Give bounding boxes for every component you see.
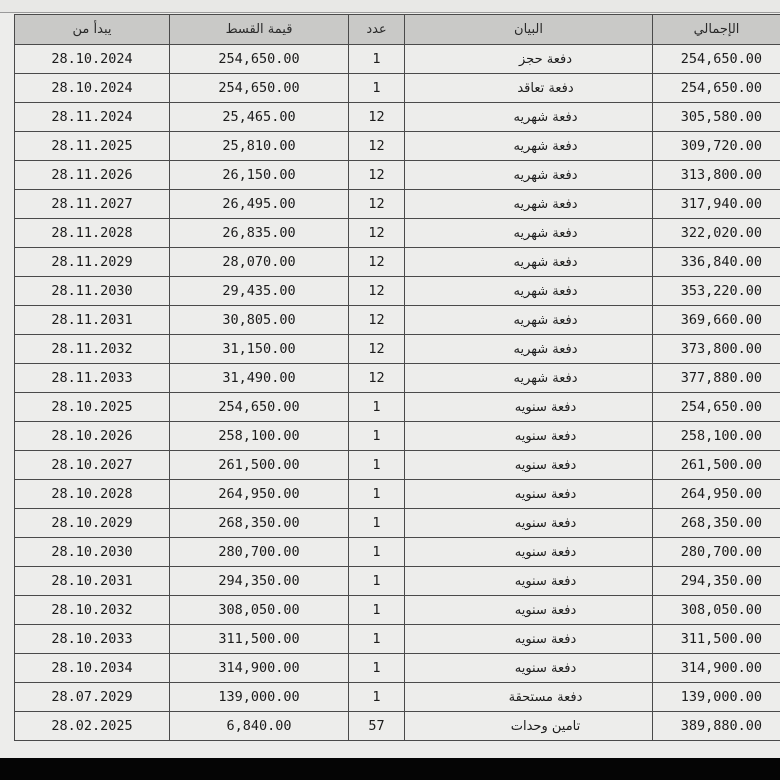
count-cell: 1 [349, 422, 405, 451]
header-row [15, 15, 780, 45]
total-cell: 369,660.00 [653, 306, 780, 335]
header-installment-value: قيمة القسط [170, 15, 349, 45]
total-cell: 353,220.00 [653, 277, 780, 306]
count-cell: 1 [349, 683, 405, 712]
count-cell: 12 [349, 219, 405, 248]
installment-value-cell: 280,700.00 [170, 538, 349, 567]
table-row [15, 364, 780, 393]
start-date-cell: 28.10.2032 [15, 596, 170, 625]
table-row [15, 683, 780, 712]
description-cell: دفعة تعاقد [405, 74, 653, 103]
description-cell: دفعة شهريه [405, 364, 653, 393]
table-row [15, 654, 780, 683]
start-date-cell: 28.11.2030 [15, 277, 170, 306]
count-cell: 12 [349, 248, 405, 277]
total-cell: 280,700.00 [653, 538, 780, 567]
start-date-cell: 28.10.2024 [15, 45, 170, 74]
count-cell: 12 [349, 364, 405, 393]
payment-schedule-table [14, 14, 780, 741]
table-row [15, 45, 780, 74]
count-cell: 12 [349, 277, 405, 306]
count-cell: 1 [349, 74, 405, 103]
total-cell: 268,350.00 [653, 509, 780, 538]
installment-value-cell: 26,150.00 [170, 161, 349, 190]
count-cell: 57 [349, 712, 405, 741]
installment-value-cell: 261,500.00 [170, 451, 349, 480]
table-row [15, 277, 780, 306]
count-cell: 12 [349, 190, 405, 219]
table-row [15, 451, 780, 480]
installment-value-cell: 308,050.00 [170, 596, 349, 625]
total-cell: 311,500.00 [653, 625, 780, 654]
installment-value-cell: 30,805.00 [170, 306, 349, 335]
start-date-cell: 28.10.2034 [15, 654, 170, 683]
count-cell: 1 [349, 480, 405, 509]
count-cell: 12 [349, 103, 405, 132]
total-cell: 389,880.00 [653, 712, 780, 741]
installment-value-cell: 254,650.00 [170, 45, 349, 74]
count-cell: 12 [349, 132, 405, 161]
description-cell: دفعة سنويه [405, 422, 653, 451]
start-date-cell: 28.11.2024 [15, 103, 170, 132]
document-top-edge [0, 0, 780, 13]
count-cell: 1 [349, 596, 405, 625]
installment-value-cell: 31,490.00 [170, 364, 349, 393]
total-cell: 139,000.00 [653, 683, 780, 712]
total-cell: 313,800.00 [653, 161, 780, 190]
description-cell: دفعة سنويه [405, 509, 653, 538]
total-cell: 309,720.00 [653, 132, 780, 161]
start-date-cell: 28.11.2031 [15, 306, 170, 335]
total-cell: 294,350.00 [653, 567, 780, 596]
installment-value-cell: 294,350.00 [170, 567, 349, 596]
installment-value-cell: 26,835.00 [170, 219, 349, 248]
start-date-cell: 28.11.2026 [15, 161, 170, 190]
table-row [15, 190, 780, 219]
installment-value-cell: 29,435.00 [170, 277, 349, 306]
description-cell: دفعة شهريه [405, 335, 653, 364]
description-cell: دفعة شهريه [405, 248, 653, 277]
table-row [15, 422, 780, 451]
total-cell: 317,940.00 [653, 190, 780, 219]
description-cell: دفعة شهريه [405, 132, 653, 161]
table-row [15, 161, 780, 190]
total-cell: 305,580.00 [653, 103, 780, 132]
installment-value-cell: 268,350.00 [170, 509, 349, 538]
count-cell: 1 [349, 45, 405, 74]
installment-value-cell: 311,500.00 [170, 625, 349, 654]
start-date-cell: 28.11.2033 [15, 364, 170, 393]
count-cell: 1 [349, 509, 405, 538]
table-row [15, 567, 780, 596]
installment-value-cell: 254,650.00 [170, 393, 349, 422]
description-cell: دفعة سنويه [405, 567, 653, 596]
total-cell: 314,900.00 [653, 654, 780, 683]
description-cell: دفعة سنويه [405, 625, 653, 654]
table-row [15, 306, 780, 335]
start-date-cell: 28.10.2028 [15, 480, 170, 509]
installment-value-cell: 254,650.00 [170, 74, 349, 103]
installment-value-cell: 26,495.00 [170, 190, 349, 219]
header-total: الإجمالي [653, 15, 780, 45]
description-cell: دفعة سنويه [405, 480, 653, 509]
table-row [15, 103, 780, 132]
start-date-cell: 28.11.2032 [15, 335, 170, 364]
start-date-cell: 28.11.2025 [15, 132, 170, 161]
description-cell: دفعة مستحقة [405, 683, 653, 712]
installment-value-cell: 314,900.00 [170, 654, 349, 683]
description-cell: دفعة سنويه [405, 393, 653, 422]
header-count: عدد [349, 15, 405, 45]
table-row [15, 712, 780, 741]
start-date-cell: 28.10.2027 [15, 451, 170, 480]
description-cell: دفعة شهريه [405, 103, 653, 132]
count-cell: 12 [349, 306, 405, 335]
header-start-from: يبدأ من [15, 15, 170, 45]
start-date-cell: 28.02.2025 [15, 712, 170, 741]
table-row [15, 625, 780, 654]
count-cell: 1 [349, 625, 405, 654]
table-header [15, 15, 780, 45]
table-body [15, 45, 780, 741]
installment-value-cell: 264,950.00 [170, 480, 349, 509]
description-cell: دفعة سنويه [405, 596, 653, 625]
installment-value-cell: 25,810.00 [170, 132, 349, 161]
total-cell: 254,650.00 [653, 45, 780, 74]
total-cell: 377,880.00 [653, 364, 780, 393]
count-cell: 1 [349, 567, 405, 596]
table-row [15, 74, 780, 103]
total-cell: 373,800.00 [653, 335, 780, 364]
table-row [15, 509, 780, 538]
header-description: البيان [405, 15, 653, 45]
start-date-cell: 28.10.2025 [15, 393, 170, 422]
installment-value-cell: 6,840.00 [170, 712, 349, 741]
count-cell: 1 [349, 393, 405, 422]
start-date-cell: 28.07.2029 [15, 683, 170, 712]
start-date-cell: 28.10.2033 [15, 625, 170, 654]
description-cell: دفعة سنويه [405, 451, 653, 480]
count-cell: 1 [349, 654, 405, 683]
table-row [15, 393, 780, 422]
total-cell: 322,020.00 [653, 219, 780, 248]
installment-value-cell: 258,100.00 [170, 422, 349, 451]
table-row [15, 538, 780, 567]
description-cell: دفعة شهريه [405, 219, 653, 248]
description-cell: دفعة سنويه [405, 654, 653, 683]
table-row [15, 335, 780, 364]
count-cell: 1 [349, 451, 405, 480]
description-cell: دفعة شهريه [405, 190, 653, 219]
start-date-cell: 28.10.2031 [15, 567, 170, 596]
total-cell: 336,840.00 [653, 248, 780, 277]
total-cell: 264,950.00 [653, 480, 780, 509]
installment-value-cell: 25,465.00 [170, 103, 349, 132]
table-row [15, 480, 780, 509]
total-cell: 254,650.00 [653, 74, 780, 103]
description-cell: دفعة حجز [405, 45, 653, 74]
start-date-cell: 28.11.2027 [15, 190, 170, 219]
installment-value-cell: 31,150.00 [170, 335, 349, 364]
screen-bottom-bar [0, 758, 780, 780]
total-cell: 308,050.00 [653, 596, 780, 625]
description-cell: دفعة سنويه [405, 538, 653, 567]
start-date-cell: 28.11.2029 [15, 248, 170, 277]
start-date-cell: 28.10.2030 [15, 538, 170, 567]
description-cell: دفعة شهريه [405, 306, 653, 335]
table-row [15, 248, 780, 277]
description-cell: دفعة شهريه [405, 161, 653, 190]
start-date-cell: 28.10.2026 [15, 422, 170, 451]
installment-value-cell: 139,000.00 [170, 683, 349, 712]
start-date-cell: 28.11.2028 [15, 219, 170, 248]
start-date-cell: 28.10.2029 [15, 509, 170, 538]
description-cell: دفعة شهريه [405, 277, 653, 306]
total-cell: 258,100.00 [653, 422, 780, 451]
count-cell: 12 [349, 335, 405, 364]
count-cell: 1 [349, 538, 405, 567]
table-row [15, 596, 780, 625]
total-cell: 254,650.00 [653, 393, 780, 422]
installment-value-cell: 28,070.00 [170, 248, 349, 277]
start-date-cell: 28.10.2024 [15, 74, 170, 103]
total-cell: 261,500.00 [653, 451, 780, 480]
table-row [15, 132, 780, 161]
description-cell: تامين وحدات [405, 712, 653, 741]
table-row [15, 219, 780, 248]
count-cell: 12 [349, 161, 405, 190]
